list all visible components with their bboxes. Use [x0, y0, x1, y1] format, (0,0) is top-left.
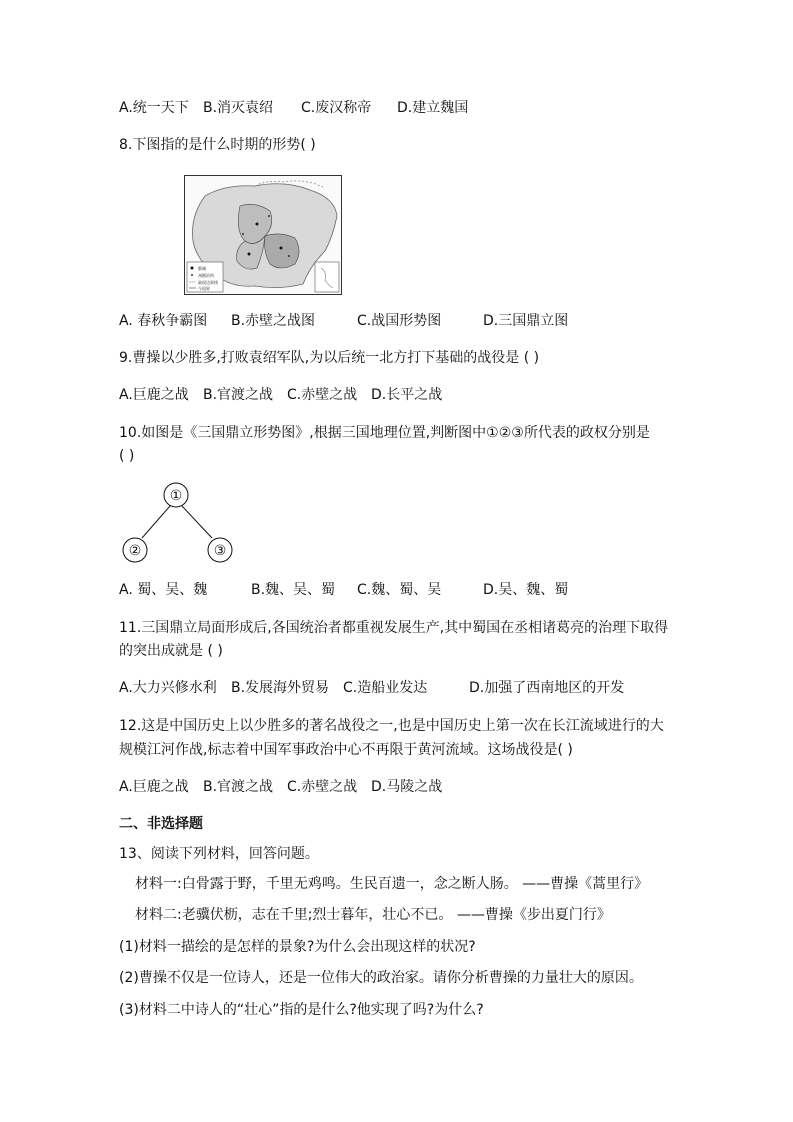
- q9-option-b: B.官渡之战: [203, 387, 274, 403]
- q13-sub3: (3)材料二中诗人的“壮心”指的是什么?他实现了吗?为什么?: [119, 1002, 484, 1018]
- q8-option-c: C.战国形势图: [357, 313, 442, 329]
- q9-stem: 9.曹操以少胜多,打败袁绍军队,为以后统一北方打下基础的战役是 ( ): [119, 350, 540, 366]
- q10-option-c: C.魏、蜀、吴: [357, 582, 442, 598]
- q10-diagram: [118, 480, 238, 570]
- q11-option-b: B.发展海外贸易: [231, 680, 330, 696]
- q7-option-b: B.消灭袁绍: [203, 100, 274, 116]
- q9-option-d: D.长平之战: [371, 387, 443, 403]
- q12-option-c: C.赤壁之战: [287, 779, 358, 795]
- q10-option-b: B.魏、吴、蜀: [251, 582, 336, 598]
- map-legend-1: 都城: [198, 266, 206, 271]
- map-legend-4: 今国界: [198, 286, 210, 291]
- q12-option-d: D.马陵之战: [371, 779, 443, 795]
- q12-options: [119, 777, 442, 797]
- three-kingdoms-map: [185, 176, 341, 294]
- q13-stem: 13、阅读下列材料，回答问题。: [119, 846, 319, 862]
- q8-option-d: D.三国鼎立图: [483, 313, 569, 329]
- q12-option-a: A.巨鹿之战: [119, 779, 189, 795]
- q10-option-d: D.吴、魏、蜀: [483, 582, 569, 598]
- q10-options: [119, 580, 568, 600]
- node-3: ③: [213, 543, 227, 559]
- q7-option-c: C.废汉称帝: [301, 100, 372, 116]
- q8-map-image: [184, 175, 342, 295]
- q8-option-b: B.赤壁之战图: [231, 313, 316, 329]
- q12-stem-line2: 规模江河作战,标志着中国军事政治中心不再限于黄河流域。这场战役是( ): [119, 742, 573, 758]
- q10-option-a: A. 蜀、吴、魏: [119, 582, 208, 598]
- q11-option-c: C.造船业发达: [343, 680, 428, 696]
- q9-option-a: A.巨鹿之战: [119, 387, 189, 403]
- q11-options: [119, 678, 624, 698]
- q10-stem-line2: ( ): [119, 448, 135, 464]
- q8-stem: 8.下图指的是什么时期的形势( ): [119, 137, 316, 153]
- q13-sub2: (2)曹操不仅是一位诗人，还是一位伟大的政治家。请你分析曹操的力量壮大的原因。: [119, 970, 643, 986]
- q13-material2: 材料二:老骥伏枥，志在千里;烈士暮年，壮心不已。 ——曹操《步出夏门行》: [135, 907, 611, 923]
- node-2: ②: [128, 543, 142, 559]
- q9-option-c: C.赤壁之战: [287, 387, 358, 403]
- q9-options: [119, 385, 442, 405]
- map-legend-3: 政权边界线: [198, 280, 218, 285]
- q7-option-d: D.建立魏国: [397, 100, 469, 116]
- q7-option-a: A.统一天下: [119, 100, 189, 116]
- q13-material1: 材料一:白骨露于野，千里无鸡鸣。生民百遗一，念之断人肠。 ——曹操《蒿里行》: [135, 876, 649, 892]
- q11-stem-line2: 的突出成就是 ( ): [119, 643, 223, 659]
- q8-option-a: A. 春秋争霸图: [119, 313, 208, 329]
- q7-options: [119, 98, 468, 118]
- q12-stem-line1: 12.这是中国历史上以少胜多的著名战役之一,也是中国历史上第一次在长江流域进行的大: [119, 718, 664, 734]
- map-legend-2: 州郡治所: [198, 273, 214, 278]
- q11-option-d: D.加强了西南地区的开发: [469, 680, 625, 696]
- node-1: ①: [169, 488, 183, 504]
- section-title: 二、非选择题: [119, 816, 203, 832]
- q11-stem-line1: 11.三国鼎立局面形成后,各国统治者都重视发展生产,其中蜀国在丞相诸葛亮的治理下取得: [119, 620, 669, 636]
- q10-stem-line1: 10.如图是《三国鼎立形势图》,根据三国地理位置,判断图中①②③所代表的政权分别是: [119, 425, 650, 441]
- q11-option-a: A.大力兴修水利: [119, 680, 217, 696]
- q8-options: [119, 311, 568, 331]
- q13-sub1: (1)材料一描绘的是怎样的景象?为什么会出现这样的状况?: [119, 939, 476, 955]
- q12-option-b: B.官渡之战: [203, 779, 274, 795]
